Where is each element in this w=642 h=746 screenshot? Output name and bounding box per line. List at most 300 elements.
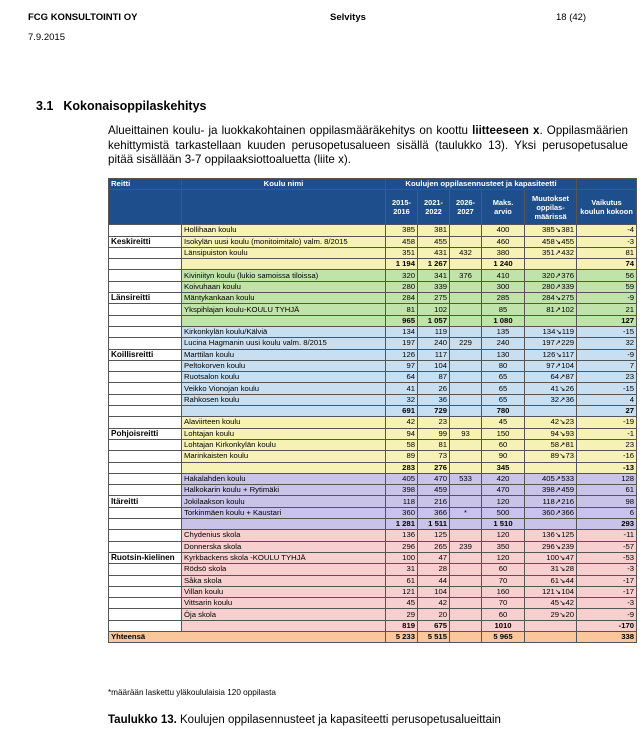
value-cell: 118↗216 (525, 496, 577, 507)
school-forecast-table (108, 178, 636, 643)
school-name-cell: Peltokorven koulu (182, 360, 386, 371)
value-cell: * (450, 507, 482, 518)
subtotal-row (109, 620, 637, 631)
value-cell: 117 (418, 349, 450, 360)
subtotal-label-cell (182, 259, 386, 270)
value-cell (450, 439, 482, 450)
region-cell (109, 507, 182, 518)
value-cell: 420 (482, 473, 525, 484)
value-cell: 58↗81 (525, 439, 577, 450)
region-cell (109, 575, 182, 586)
paragraph-bold: liitteeseen x (472, 124, 540, 137)
value-cell: 134 (386, 326, 418, 337)
value-cell: 61↘44 (525, 575, 577, 586)
value-cell: 197 (386, 338, 418, 349)
value-cell: 121 (386, 586, 418, 597)
region-cell (109, 473, 182, 484)
value-cell: 296↘239 (525, 541, 577, 552)
school-name-cell: Rahkosen koulu (182, 394, 386, 405)
subtotal-value-cell (450, 620, 482, 631)
value-cell: 29 (386, 609, 418, 620)
region-cell (109, 406, 182, 417)
col-blank-sub (109, 190, 182, 225)
value-cell: 405 (386, 473, 418, 484)
total-value-cell: 338 (577, 631, 637, 642)
region-cell (109, 315, 182, 326)
paragraph-text-1: Alueittainen koulu- ja luokkakohtainen oppilasmääräkehitys on koottu (108, 124, 473, 137)
value-cell: 320 (386, 270, 418, 281)
region-cell: Pohjoisreitti (109, 428, 182, 439)
table-row (109, 609, 637, 620)
value-cell (450, 598, 482, 609)
value-cell: -16 (577, 451, 637, 462)
subtotal-row (109, 462, 637, 473)
value-cell: 36 (418, 394, 450, 405)
value-cell: 136 (386, 530, 418, 541)
value-cell: 81 (418, 439, 450, 450)
region-cell (109, 519, 182, 530)
value-cell: 60 (482, 439, 525, 450)
value-cell: 284 (386, 293, 418, 304)
subtotal-value-cell (525, 462, 577, 473)
value-cell: 65 (482, 394, 525, 405)
value-cell: 265 (418, 541, 450, 552)
region-cell (109, 620, 182, 631)
school-name-cell: Halkokarin koulu + Rytimäki (182, 485, 386, 496)
region-cell (109, 462, 182, 473)
total-value-cell: 5 965 (482, 631, 525, 642)
value-cell: 500 (482, 507, 525, 518)
region-cell: Keskireitti (109, 236, 182, 247)
value-cell (450, 225, 482, 236)
value-cell: 32 (577, 338, 637, 349)
region-cell: Itäreitti (109, 496, 182, 507)
value-cell: 455 (418, 236, 450, 247)
subtotal-value-cell: 1010 (482, 620, 525, 631)
subtotal-value-cell: -13 (577, 462, 637, 473)
subtotal-value-cell: 74 (577, 259, 637, 270)
value-cell: 41↘26 (525, 383, 577, 394)
total-row (109, 631, 637, 642)
subtotal-value-cell: 1 281 (386, 519, 418, 530)
value-cell: 65 (482, 372, 525, 383)
region-cell (109, 281, 182, 292)
table-row (109, 473, 637, 484)
value-cell: -9 (577, 293, 637, 304)
subtotal-value-cell (525, 406, 577, 417)
region-cell (109, 338, 182, 349)
subtotal-value-cell: 1 267 (418, 259, 450, 270)
value-cell: 125 (418, 530, 450, 541)
region-cell (109, 609, 182, 620)
value-cell: 81 (577, 247, 637, 258)
value-cell (450, 326, 482, 337)
value-cell: 410 (482, 270, 525, 281)
value-cell (450, 281, 482, 292)
subtotal-value-cell: 729 (418, 406, 450, 417)
table-row (109, 428, 637, 439)
region-cell (109, 383, 182, 394)
value-cell: 400 (482, 225, 525, 236)
value-cell: 23 (577, 439, 637, 450)
value-cell: 351 (386, 247, 418, 258)
subtotal-label-cell (182, 519, 386, 530)
value-cell: 285 (482, 293, 525, 304)
value-cell: 89↘73 (525, 451, 577, 462)
intro-paragraph (108, 124, 628, 168)
value-cell: 41 (386, 383, 418, 394)
subtotal-value-cell (450, 406, 482, 417)
value-cell: 7 (577, 360, 637, 371)
value-cell: 284↘275 (525, 293, 577, 304)
value-cell: 100↘47 (525, 552, 577, 563)
value-cell: 93 (450, 428, 482, 439)
table-row (109, 225, 637, 236)
value-cell: 64↗87 (525, 372, 577, 383)
subtotal-value-cell (450, 259, 482, 270)
value-cell: 58 (386, 439, 418, 450)
value-cell: -19 (577, 417, 637, 428)
school-name-cell: Kyrkbackens skola -KOULU TYHJÄ (182, 552, 386, 563)
col-changes: Muutokset oppilas-määrissä (525, 190, 577, 225)
value-cell: -4 (577, 225, 637, 236)
subtotal-label-cell (182, 315, 386, 326)
school-name-cell: Alaviirteen koulu (182, 417, 386, 428)
value-cell: 350 (482, 541, 525, 552)
region-cell (109, 304, 182, 315)
subtotal-value-cell: -170 (577, 620, 637, 631)
value-cell: 398 (386, 485, 418, 496)
value-cell: 351↗432 (525, 247, 577, 258)
value-cell: 121↘104 (525, 586, 577, 597)
subtotal-value-cell: 27 (577, 406, 637, 417)
school-name-cell: Kirkonkylän koulu/Kälviä (182, 326, 386, 337)
value-cell: -3 (577, 564, 637, 575)
school-name-cell: Donnerska skola (182, 541, 386, 552)
region-cell (109, 586, 182, 597)
value-cell (450, 530, 482, 541)
value-cell: 385 (386, 225, 418, 236)
subtotal-value-cell (525, 315, 577, 326)
value-cell: -11 (577, 530, 637, 541)
section-number: 3.1 (36, 99, 54, 113)
value-cell: 320↗376 (525, 270, 577, 281)
value-cell: 45 (482, 417, 525, 428)
value-cell: 126 (386, 349, 418, 360)
value-cell: 70 (482, 575, 525, 586)
value-cell: 130 (482, 349, 525, 360)
region-cell (109, 485, 182, 496)
region-cell (109, 372, 182, 383)
value-cell: 360↗366 (525, 507, 577, 518)
subtotal-value-cell (450, 315, 482, 326)
subtotal-label-cell (182, 462, 386, 473)
school-name-cell: Marttilan koulu (182, 349, 386, 360)
table-row (109, 372, 637, 383)
subtotal-value-cell: 127 (577, 315, 637, 326)
table-row (109, 496, 637, 507)
subtotal-label-cell (182, 620, 386, 631)
table-row (109, 586, 637, 597)
value-cell: 229 (450, 338, 482, 349)
subtotal-value-cell: 675 (418, 620, 450, 631)
header-date: 7.9.2015 (28, 32, 65, 43)
total-value-cell: 5 233 (386, 631, 418, 642)
value-cell (450, 609, 482, 620)
header-page-number: 18 (42) (556, 12, 587, 23)
region-cell (109, 259, 182, 270)
value-cell: 31 (386, 564, 418, 575)
value-cell: 360 (386, 507, 418, 518)
table-row (109, 575, 637, 586)
school-name-cell: Lucina Hagmanin uusi koulu valm. 8/2015 (182, 338, 386, 349)
subtotal-value-cell: 780 (482, 406, 525, 417)
table-caption (108, 714, 501, 726)
region-cell (109, 417, 182, 428)
section-title: Kokonaisoppilaskehitys (63, 99, 207, 113)
school-name-cell: Ykspihlajan koulu-KOULU TYHJÄ (182, 304, 386, 315)
region-cell (109, 394, 182, 405)
value-cell: 26 (418, 383, 450, 394)
caption-text: Koulujen oppilasennusteet ja kapasiteetti perusopetusalueittain (176, 714, 501, 726)
region-cell (109, 270, 182, 281)
value-cell: 460 (482, 236, 525, 247)
subtotal-value-cell: 1 194 (386, 259, 418, 270)
value-cell (450, 349, 482, 360)
value-cell: 459 (418, 485, 450, 496)
value-cell (450, 293, 482, 304)
value-cell (450, 383, 482, 394)
subtotal-value-cell (525, 620, 577, 631)
value-cell: 458↘455 (525, 236, 577, 247)
table-row (109, 598, 637, 609)
value-cell: 94↘93 (525, 428, 577, 439)
value-cell: 45↘42 (525, 598, 577, 609)
header-company: FCG KONSULTOINTI OY (28, 12, 138, 23)
value-cell: 20 (418, 609, 450, 620)
value-cell: 470 (482, 485, 525, 496)
value-cell: 60 (482, 609, 525, 620)
region-cell (109, 439, 182, 450)
table-row (109, 394, 637, 405)
value-cell: 104 (418, 360, 450, 371)
subtotal-value-cell: 965 (386, 315, 418, 326)
value-cell: 197↗229 (525, 338, 577, 349)
school-name-cell: Torkinmäen koulu + Kaustari (182, 507, 386, 518)
value-cell (450, 552, 482, 563)
caption-label: Taulukko 13. (108, 714, 177, 726)
col-2021: 2021-2022 (418, 190, 450, 225)
value-cell (450, 394, 482, 405)
table-row (109, 349, 637, 360)
region-cell (109, 326, 182, 337)
value-cell: 150 (482, 428, 525, 439)
value-cell: 376 (450, 270, 482, 281)
value-cell: 341 (418, 270, 450, 281)
school-name-cell: Mäntykankaan koulu (182, 293, 386, 304)
col-2026: 2026-2027 (450, 190, 482, 225)
region-cell: Ruotsin-kielinen (109, 552, 182, 563)
value-cell: -15 (577, 326, 637, 337)
school-name-cell: Öja skola (182, 609, 386, 620)
value-cell: 98 (577, 496, 637, 507)
col-blank-header (577, 179, 637, 190)
table-row (109, 417, 637, 428)
school-name-cell: Jokilaakson koulu (182, 496, 386, 507)
value-cell: 31↘28 (525, 564, 577, 575)
value-cell: 405↗533 (525, 473, 577, 484)
value-cell (450, 586, 482, 597)
value-cell: 120 (482, 530, 525, 541)
region-cell (109, 451, 182, 462)
value-cell: 85 (482, 304, 525, 315)
school-name-cell: Marinkaisten koulu (182, 451, 386, 462)
value-cell: 21 (577, 304, 637, 315)
value-cell: -53 (577, 552, 637, 563)
school-name-cell: Kiviniityn koulu (lukio samoissa tiloissa) (182, 270, 386, 281)
table-row (109, 451, 637, 462)
value-cell: 366 (418, 507, 450, 518)
value-cell (450, 417, 482, 428)
value-cell: 280 (386, 281, 418, 292)
subtotal-value-cell: 1 510 (482, 519, 525, 530)
value-cell: 28 (418, 564, 450, 575)
col-reitti: Reitti (109, 179, 182, 190)
value-cell: 104 (418, 586, 450, 597)
school-name-cell: Såka skola (182, 575, 386, 586)
school-name-cell: Ruotsalon koulu (182, 372, 386, 383)
value-cell: 90 (482, 451, 525, 462)
subtotal-value-cell: 1 511 (418, 519, 450, 530)
value-cell (450, 575, 482, 586)
table-row (109, 247, 637, 258)
value-cell (450, 485, 482, 496)
subtotal-value-cell: 293 (577, 519, 637, 530)
table-row (109, 507, 637, 518)
value-cell (450, 496, 482, 507)
value-cell: 458 (386, 236, 418, 247)
value-cell: 97↗104 (525, 360, 577, 371)
table-row (109, 485, 637, 496)
value-cell: 339 (418, 281, 450, 292)
table-row (109, 552, 637, 563)
value-cell: 398↗459 (525, 485, 577, 496)
value-cell (450, 451, 482, 462)
value-cell: 296 (386, 541, 418, 552)
region-cell (109, 564, 182, 575)
subtotal-row (109, 406, 637, 417)
region-cell (109, 360, 182, 371)
value-cell: 120 (482, 496, 525, 507)
value-cell: 118 (386, 496, 418, 507)
value-cell: 431 (418, 247, 450, 258)
subtotal-label-cell (182, 406, 386, 417)
total-value-cell (450, 631, 482, 642)
school-name-cell: Lohtajan koulu (182, 428, 386, 439)
value-cell: -9 (577, 349, 637, 360)
value-cell: -57 (577, 541, 637, 552)
value-cell: 239 (450, 541, 482, 552)
value-cell (450, 372, 482, 383)
school-name-cell: Länsipuiston koulu (182, 247, 386, 258)
value-cell: 87 (418, 372, 450, 383)
value-cell: 73 (418, 451, 450, 462)
value-cell: 56 (577, 270, 637, 281)
col-group-header: Koulujen oppilasennusteet ja kapasiteetti (386, 179, 577, 190)
subtotal-value-cell (525, 519, 577, 530)
value-cell: 470 (418, 473, 450, 484)
value-cell: 80 (482, 360, 525, 371)
table-row (109, 326, 637, 337)
col-school-name: Koulu nimi (182, 179, 386, 190)
subtotal-value-cell: 1 057 (418, 315, 450, 326)
subtotal-value-cell: 819 (386, 620, 418, 631)
value-cell: 32 (386, 394, 418, 405)
table-row (109, 383, 637, 394)
col-effect: Vaikutus koulun kokoon (577, 190, 637, 225)
value-cell (450, 304, 482, 315)
value-cell: 432 (450, 247, 482, 258)
school-name-cell: Villan koulu (182, 586, 386, 597)
col-2015: 2015-2016 (386, 190, 418, 225)
value-cell: 126↘117 (525, 349, 577, 360)
table-row (109, 564, 637, 575)
table-row (109, 541, 637, 552)
value-cell: 280↗339 (525, 281, 577, 292)
value-cell (450, 236, 482, 247)
value-cell: 134↘119 (525, 326, 577, 337)
value-cell: -17 (577, 575, 637, 586)
subtotal-row (109, 259, 637, 270)
school-name-cell: Koivuhaan koulu (182, 281, 386, 292)
value-cell: -3 (577, 236, 637, 247)
table-row (109, 530, 637, 541)
section-heading (36, 99, 207, 113)
subtotal-value-cell: 276 (418, 462, 450, 473)
table-row (109, 338, 637, 349)
subtotal-value-cell: 691 (386, 406, 418, 417)
value-cell: 61 (386, 575, 418, 586)
value-cell: 385↘381 (525, 225, 577, 236)
value-cell: 119 (418, 326, 450, 337)
value-cell: 23 (577, 372, 637, 383)
value-cell: 120 (482, 552, 525, 563)
value-cell: 45 (386, 598, 418, 609)
table-row (109, 293, 637, 304)
table-row (109, 270, 637, 281)
value-cell: -9 (577, 609, 637, 620)
value-cell: 160 (482, 586, 525, 597)
col-max-estimate: Maks. arvio (482, 190, 525, 225)
table-row (109, 304, 637, 315)
value-cell: 64 (386, 372, 418, 383)
value-cell: 42 (386, 417, 418, 428)
region-cell: Koillisreitti (109, 349, 182, 360)
value-cell: 70 (482, 598, 525, 609)
header-doc-type: Selvitys (330, 12, 366, 23)
value-cell: 32↗36 (525, 394, 577, 405)
value-cell: -15 (577, 383, 637, 394)
value-cell: 81 (386, 304, 418, 315)
value-cell: 99 (418, 428, 450, 439)
subtotal-value-cell: 283 (386, 462, 418, 473)
value-cell: 42 (418, 598, 450, 609)
value-cell: 135 (482, 326, 525, 337)
school-name-cell: Veikko Vionojan koulu (182, 383, 386, 394)
subtotal-value-cell: 1 080 (482, 315, 525, 326)
value-cell: 65 (482, 383, 525, 394)
table-footnote: *määrään laskettu yläkoululaisia 120 oppilasta (108, 688, 276, 697)
